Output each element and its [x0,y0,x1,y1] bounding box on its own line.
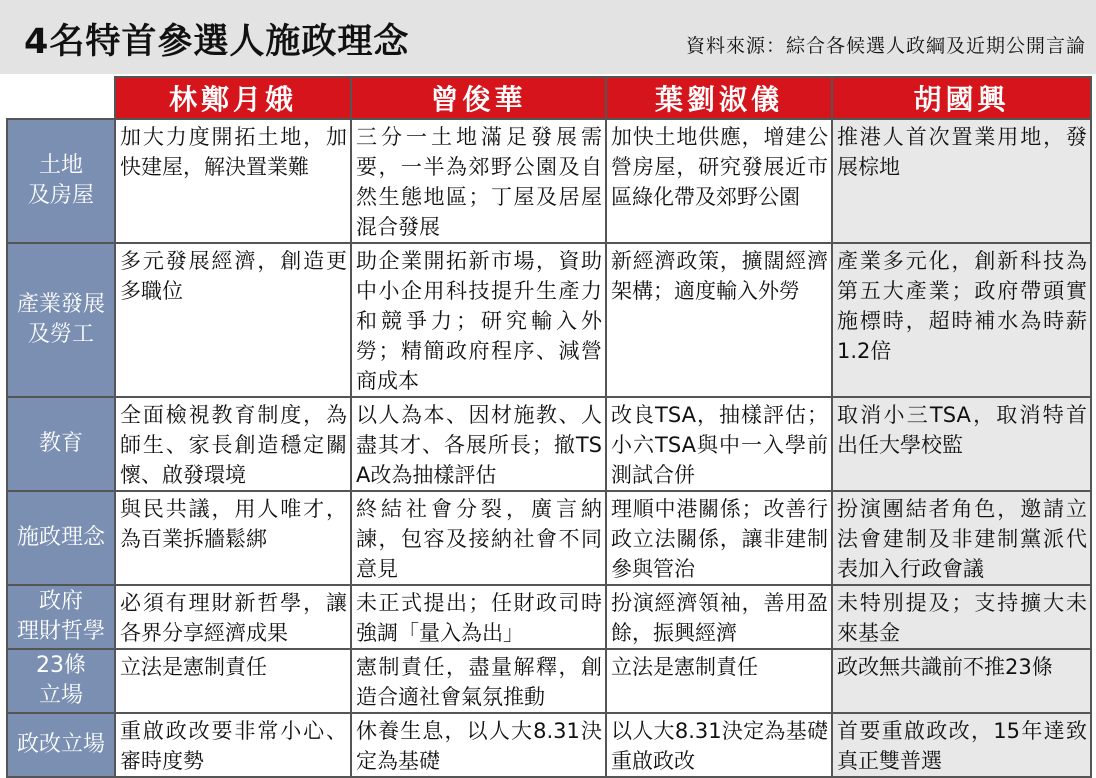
policy-cell: 與民共議，用人唯才，為百業拆牆鬆綁 [115,491,351,585]
topic-label [7,585,115,649]
topic-text: 政改立場 [16,732,105,757]
topic-label [7,243,115,397]
topic-label [7,397,115,491]
policy-cell: 首要重啟政改，15年達致真正雙普選 [832,713,1091,777]
table-row [7,119,1091,243]
candidate-header: 葉劉淑儀 [606,77,832,119]
policy-cell: 產業多元化，創新科技為第五大產業；政府帶頭實施標時，超時補水為時薪1.2倍 [832,243,1091,397]
policy-cell: 全面檢視教育制度，為師生、家長創造穩定關懷、啟發環境 [115,397,351,491]
candidate-header: 林鄭月娥 [115,77,351,119]
candidate-header: 胡國興 [832,77,1091,119]
policy-cell: 取消小三TSA，取消特首出任大學校監 [832,397,1091,491]
topic-text: 施政理念 [16,525,105,550]
policy-cell: 立法是憲制責任 [115,649,351,713]
policy-cell: 扮演團結者角色，邀請立法會建制及非建制黨派代表加入行政會議 [832,491,1091,585]
policy-cell: 改良TSA，抽樣評估；小六TSA與中一入學前測試合併 [606,397,832,491]
topic-label [7,491,115,585]
comparison-table [6,76,1092,778]
table-row [7,585,1091,649]
policy-cell: 重啟政改要非常小心、審時度勢 [115,713,351,777]
corner-cell [7,77,115,119]
policy-cell: 助企業開拓新市場，資助中小企用科技提升生產力和競爭力；研究輸入外勞；精簡政府程序、減營商成本 [351,243,606,397]
header-row [7,77,1091,119]
policy-cell: 加快土地供應，增建公營房屋，研究發展近市區綠化帶及郊野公園 [606,119,832,243]
policy-cell: 立法是憲制責任 [606,649,832,713]
policy-cell: 理順中港關係；改善行政立法關係，讓非建制參與管治 [606,491,832,585]
policy-cell: 推港人首次置業用地，發展棕地 [832,119,1091,243]
policy-cell: 未特別提及；支持擴大未來基金 [832,585,1091,649]
policy-cell: 未正式提出；任財政司時強調「量入為出」 [351,585,606,649]
policy-cell: 扮演經濟領袖，善用盈餘，振興經濟 [606,585,832,649]
policy-cell: 以人為本、因材施教、人盡其才、各展所長；撤TSA改為抽樣評估 [351,397,606,491]
table-row [7,713,1091,777]
policy-cell: 休養生息，以人大8.31決定為基礎 [351,713,606,777]
topic-text: 教育 [38,431,83,456]
topic-text: 產業發展 及勞工 [16,292,105,347]
topic-label [7,649,115,713]
table-row [7,243,1091,397]
table-row [7,491,1091,585]
page-title: 4名特首參選人施政理念 [24,22,410,62]
topic-label [7,119,115,243]
policy-cell: 新經濟政策，擴闊經濟架構；適度輸入外勞 [606,243,832,397]
policy-cell: 加大力度開拓土地，加快建屋，解決置業難 [115,119,351,243]
candidate-header: 曾俊華 [351,77,606,119]
policy-cell: 政改無共識前不推23條 [832,649,1091,713]
policy-cell: 憲制責任，盡量解釋，創造合適社會氣氛推動 [351,649,606,713]
policy-cell: 終結社會分裂，廣言納諫，包容及接納社會不同意見 [351,491,606,585]
header-bar [0,0,1096,74]
topic-text: 23條 立場 [36,653,86,708]
table-row [7,397,1091,491]
source-note: 資料來源：綜合各候選人政綱及近期公開言論 [685,35,1086,57]
topic-label [7,713,115,777]
table-row [7,649,1091,713]
policy-cell: 以人大8.31決定為基礎重啟政改 [606,713,832,777]
policy-cell: 必須有理財新哲學，讓各界分享經濟成果 [115,585,351,649]
policy-cell: 多元發展經濟，創造更多職位 [115,243,351,397]
topic-text: 政府 理財哲學 [16,589,105,644]
policy-cell: 三分一土地滿足發展需要，一半為郊野公園及自然生態地區；丁屋及居屋混合發展 [351,119,606,243]
topic-text: 土地 及房屋 [27,153,94,208]
